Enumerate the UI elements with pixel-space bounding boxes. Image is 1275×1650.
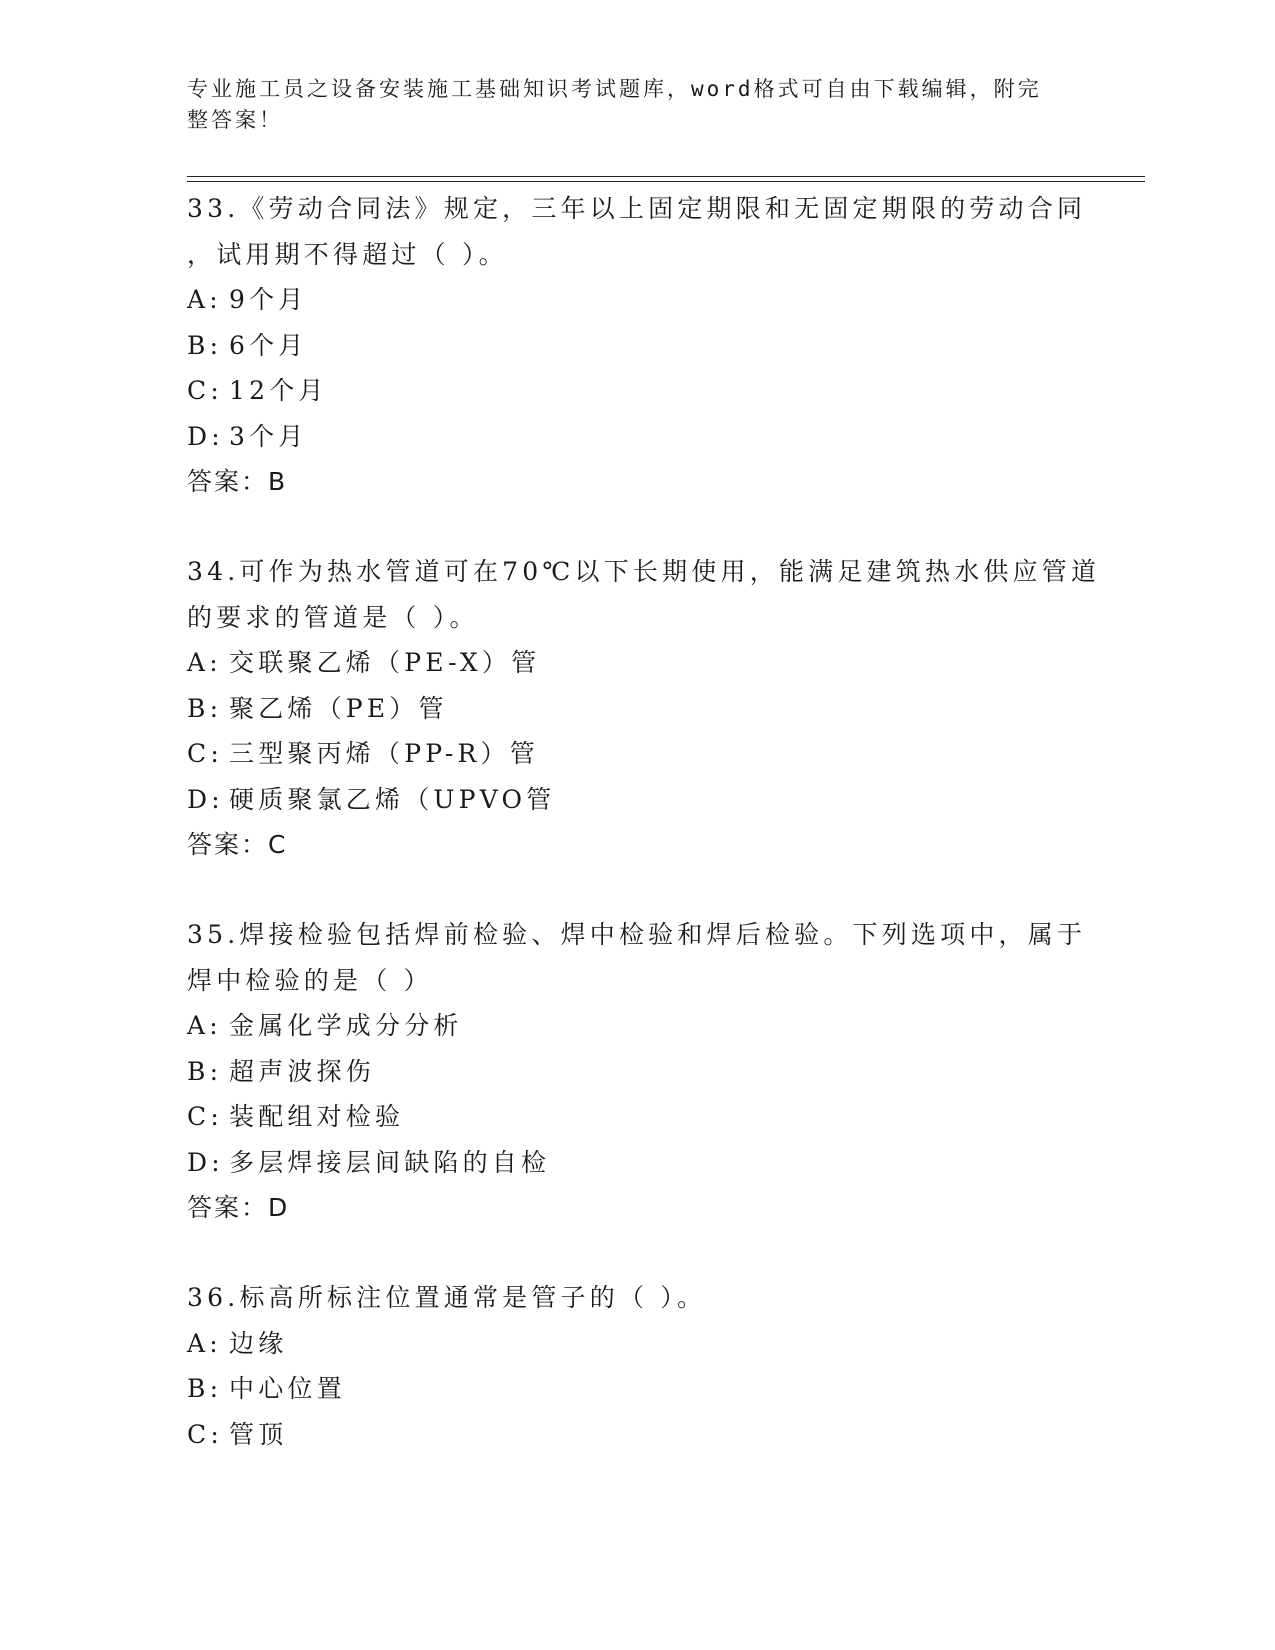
option-key: A:	[187, 1011, 222, 1040]
question-text-line: 36.标高所标注位置通常是管子的（ ）。	[187, 1283, 707, 1312]
option-c	[187, 731, 1087, 777]
option-key: C:	[187, 1419, 223, 1449]
option-text: 装配组对检验	[229, 1102, 405, 1131]
document-header	[187, 74, 1067, 136]
option-text: 金属化学成分分析	[229, 1011, 463, 1040]
question-text-line: 34.可作为热水管道可在70℃以下长期使用，能满足建筑热水供应管道	[187, 557, 1101, 586]
option-key: D:	[187, 784, 224, 814]
option-a	[187, 277, 1087, 323]
question-35	[187, 912, 1087, 1231]
header-line-2: 整答案！	[187, 108, 283, 132]
option-key: C:	[187, 739, 223, 768]
option-text: 12个月	[229, 376, 328, 405]
option-key: B:	[187, 330, 223, 360]
option-text: 管顶	[229, 1419, 288, 1449]
option-key: D:	[187, 421, 224, 451]
option-a	[187, 1321, 1087, 1367]
option-text: 边缘	[229, 1328, 288, 1358]
option-key: D:	[187, 1147, 224, 1177]
option-c	[187, 368, 1087, 414]
option-a	[187, 1003, 1087, 1049]
option-text: 聚乙烯（PE）管	[229, 693, 448, 723]
option-text: 9个月	[229, 285, 308, 314]
question-33	[187, 186, 1087, 505]
option-text: 超声波探伤	[229, 1056, 376, 1086]
option-text: 6个月	[229, 330, 308, 360]
option-key: C:	[187, 376, 223, 405]
question-text-line: ，试用期不得超过（ ）。	[187, 239, 508, 269]
option-b	[187, 1049, 1087, 1095]
option-text: 中心位置	[229, 1374, 346, 1403]
option-key: B:	[187, 693, 223, 723]
option-b	[187, 686, 1087, 732]
option-key: A:	[187, 285, 222, 314]
option-text: 三型聚丙烯（PP-R）管	[229, 739, 539, 768]
answer-line: 答案：C	[187, 830, 288, 859]
header-line-1: 专业施工员之设备安装施工基础知识考试题库，word格式可自由下载编辑，附完	[187, 77, 1042, 101]
option-key: A:	[187, 1328, 222, 1358]
header-divider-top	[187, 176, 1145, 177]
question-text-line: 焊中检验的是（ ）	[187, 965, 433, 995]
header-divider-bottom	[187, 181, 1145, 182]
question-36	[187, 1275, 1087, 1457]
option-text: 交联聚乙烯（PE-X）管	[229, 648, 541, 677]
option-text: 多层焊接层间缺陷的自检	[229, 1147, 551, 1177]
option-key: C:	[187, 1102, 223, 1131]
question-text-line: 33.《劳动合同法》规定，三年以上固定期限和无固定期限的劳动合同	[187, 194, 1087, 223]
answer-line: 答案：B	[187, 467, 288, 496]
option-c	[187, 1094, 1087, 1140]
option-c	[187, 1412, 1087, 1458]
question-text-line: 35.焊接检验包括焊前检验、焊中检验和焊后检验。下列选项中，属于	[187, 920, 1087, 949]
answer-line: 答案：D	[187, 1193, 290, 1222]
option-b	[187, 1366, 1087, 1412]
option-a	[187, 640, 1087, 686]
option-d	[187, 777, 1087, 823]
option-text: 3个月	[229, 421, 308, 451]
option-key: B:	[187, 1374, 223, 1403]
option-text: 硬质聚氯乙烯（UPVO管	[229, 784, 556, 814]
question-text-line: 的要求的管道是（ ）。	[187, 602, 479, 632]
option-d	[187, 414, 1087, 460]
option-key: B:	[187, 1056, 223, 1086]
option-key: A:	[187, 648, 222, 677]
option-b	[187, 323, 1087, 369]
option-d	[187, 1140, 1087, 1186]
question-34	[187, 549, 1101, 868]
